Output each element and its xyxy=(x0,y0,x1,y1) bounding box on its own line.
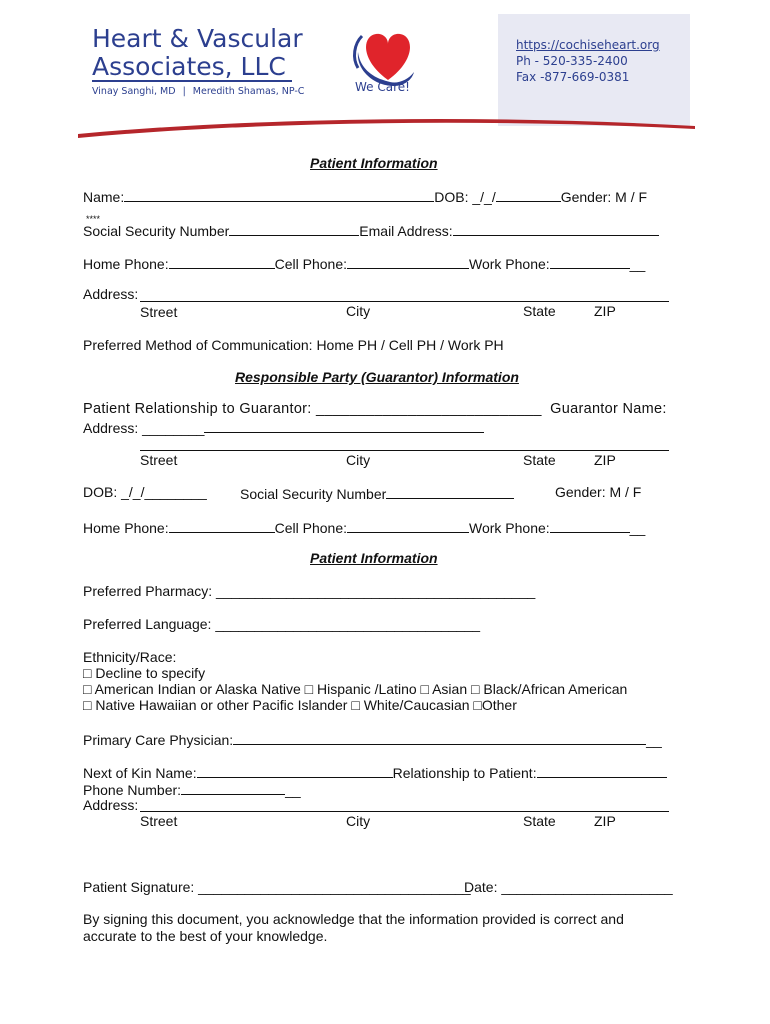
address-zip-caption: ZIP xyxy=(594,303,616,319)
kin-name-field[interactable] xyxy=(197,763,393,778)
kin-relationship-label: Relationship to Patient: xyxy=(392,765,537,781)
guarantor-state-caption: State xyxy=(523,452,556,468)
phone-number: Ph - 520-335-2400 xyxy=(516,54,628,68)
cell-phone-field[interactable] xyxy=(347,254,469,269)
guarantor-phones-row xyxy=(83,518,645,536)
kin-name-label: Next of Kin Name: xyxy=(83,765,197,781)
ethnicity-options-line3[interactable]: □ Native Hawaiian or other Pacific Islander □ White/Caucasian □Other xyxy=(83,697,517,713)
work-phone-field[interactable] xyxy=(550,254,630,269)
address-city-caption: City xyxy=(346,303,371,319)
provider-names xyxy=(92,86,304,97)
email-field[interactable] xyxy=(453,221,659,236)
guarantor-home-phone-label: Home Phone: xyxy=(83,520,169,536)
preferred-pharmacy[interactable]: Preferred Pharmacy: _________________________________________ xyxy=(83,583,536,599)
name-field[interactable] xyxy=(124,187,434,202)
gender-label: Gender: M / F xyxy=(560,189,648,205)
phones-row xyxy=(83,254,645,272)
pcp-row xyxy=(83,730,662,748)
company-underline xyxy=(92,80,292,82)
guarantor-ssn-field[interactable] xyxy=(386,484,514,499)
section3-title: Patient Information xyxy=(310,550,438,566)
guarantor-work-phone-label: Work Phone: xyxy=(469,520,550,536)
provider-2: Meredith Shamas, NP-C xyxy=(192,86,305,97)
ssn-field[interactable] xyxy=(229,221,359,236)
fax-number: Fax -877-669-0381 xyxy=(516,70,630,84)
guarantor-work-phone-field[interactable] xyxy=(550,518,630,533)
guarantor-cell-phone-field[interactable] xyxy=(347,518,469,533)
kin-relationship-field[interactable] xyxy=(537,763,667,778)
address-field[interactable] xyxy=(140,301,669,302)
kin-phone-field[interactable] xyxy=(181,780,285,795)
email-label: Email Address: xyxy=(359,223,453,239)
kin-phone-label: Phone Number: xyxy=(83,782,182,798)
address-state-caption: State xyxy=(523,303,556,319)
dob-label: DOB: _/_/ xyxy=(434,189,496,205)
ssn-marker: **** xyxy=(86,214,101,224)
ethnicity-option-decline[interactable]: □ Decline to specify xyxy=(83,665,206,681)
pcp-field[interactable] xyxy=(233,730,646,745)
preferred-language[interactable]: Preferred Language: __________________________________ xyxy=(83,616,481,632)
ssn-label: Social Security Number xyxy=(83,223,230,239)
guarantor-address-line2[interactable] xyxy=(140,450,669,451)
guarantor-name-label: Guarantor Name: xyxy=(550,401,667,417)
guarantor-address-row xyxy=(83,418,484,436)
guarantor-zip-caption: ZIP xyxy=(594,452,616,468)
provider-separator: | xyxy=(182,86,186,97)
guarantor-street-caption: Street xyxy=(140,452,178,468)
acknowledgement-line2: accurate to the best of your knowledge. xyxy=(83,928,328,944)
kin-state-caption: State xyxy=(523,813,556,829)
guarantor-relationship-label: Patient Relationship to Guarantor: ___________________________ xyxy=(83,401,542,417)
kin-row xyxy=(83,763,667,781)
guarantor-ssn-row xyxy=(240,484,514,502)
guarantor-city-caption: City xyxy=(346,452,371,468)
ethnicity-label: Ethnicity/Race: xyxy=(83,649,177,665)
name-row xyxy=(83,187,647,205)
provider-1: Vinay Sanghi, MD xyxy=(92,86,176,97)
cell-phone-label: Cell Phone: xyxy=(274,256,347,272)
header-swoosh xyxy=(0,112,770,142)
guarantor-address-field[interactable] xyxy=(204,418,484,433)
guarantor-cell-phone-label: Cell Phone: xyxy=(274,520,347,536)
ssn-row xyxy=(83,221,659,239)
kin-street-caption: Street xyxy=(140,813,178,829)
work-phone-trail: __ xyxy=(629,256,646,272)
pcp-label: Primary Care Physician: xyxy=(83,732,234,748)
signature-date[interactable]: Date: ______________________ xyxy=(464,879,673,895)
address-label: Address: xyxy=(83,286,139,302)
work-phone-label: Work Phone: xyxy=(469,256,550,272)
home-phone-field[interactable] xyxy=(169,254,275,269)
home-phone-label: Home Phone: xyxy=(83,256,169,272)
kin-address-field[interactable] xyxy=(140,811,669,812)
guarantor-gender: Gender: M / F xyxy=(555,484,642,500)
guarantor-ssn-label: Social Security Number xyxy=(240,486,387,502)
guarantor-dob[interactable]: DOB: _/_/________ xyxy=(83,484,207,500)
address-street-caption: Street xyxy=(140,304,178,320)
kin-city-caption: City xyxy=(346,813,371,829)
letterhead xyxy=(0,0,770,145)
tagline: We Care! xyxy=(355,80,410,94)
kin-address-label: Address: xyxy=(83,797,139,813)
pcp-trail: __ xyxy=(646,732,662,748)
kin-zip-caption: ZIP xyxy=(594,813,616,829)
guarantor-home-phone-field[interactable] xyxy=(169,518,275,533)
contact-panel xyxy=(498,14,690,126)
company-name-line1: Heart & Vascular xyxy=(92,24,303,53)
section2-title: Responsible Party (Guarantor) Information xyxy=(235,369,519,385)
guarantor-relationship-row xyxy=(83,401,667,417)
preferred-communication: Preferred Method of Communication: Home PH / Cell PH / Work PH xyxy=(83,337,504,353)
company-name-line2: Associates, LLC xyxy=(92,52,286,81)
kin-phone-row xyxy=(83,780,301,798)
patient-signature[interactable]: Patient Signature: ___________________________________ xyxy=(83,879,471,895)
kin-phone-trail: __ xyxy=(285,782,301,798)
guarantor-address-label: Address: ________ xyxy=(83,420,205,436)
website-link[interactable]: https://cochiseheart.org xyxy=(516,38,660,52)
acknowledgement-line1: By signing this document, you acknowledge that the information provided is correct and xyxy=(83,911,624,927)
section1-title: Patient Information xyxy=(310,155,438,171)
guarantor-work-phone-trail: __ xyxy=(629,520,646,536)
dob-field[interactable] xyxy=(496,187,561,202)
ethnicity-options-line2[interactable]: □ American Indian or Alaska Native □ Hispanic /Latino □ Asian □ Black/African American xyxy=(83,681,628,697)
name-label: Name: xyxy=(83,189,125,205)
